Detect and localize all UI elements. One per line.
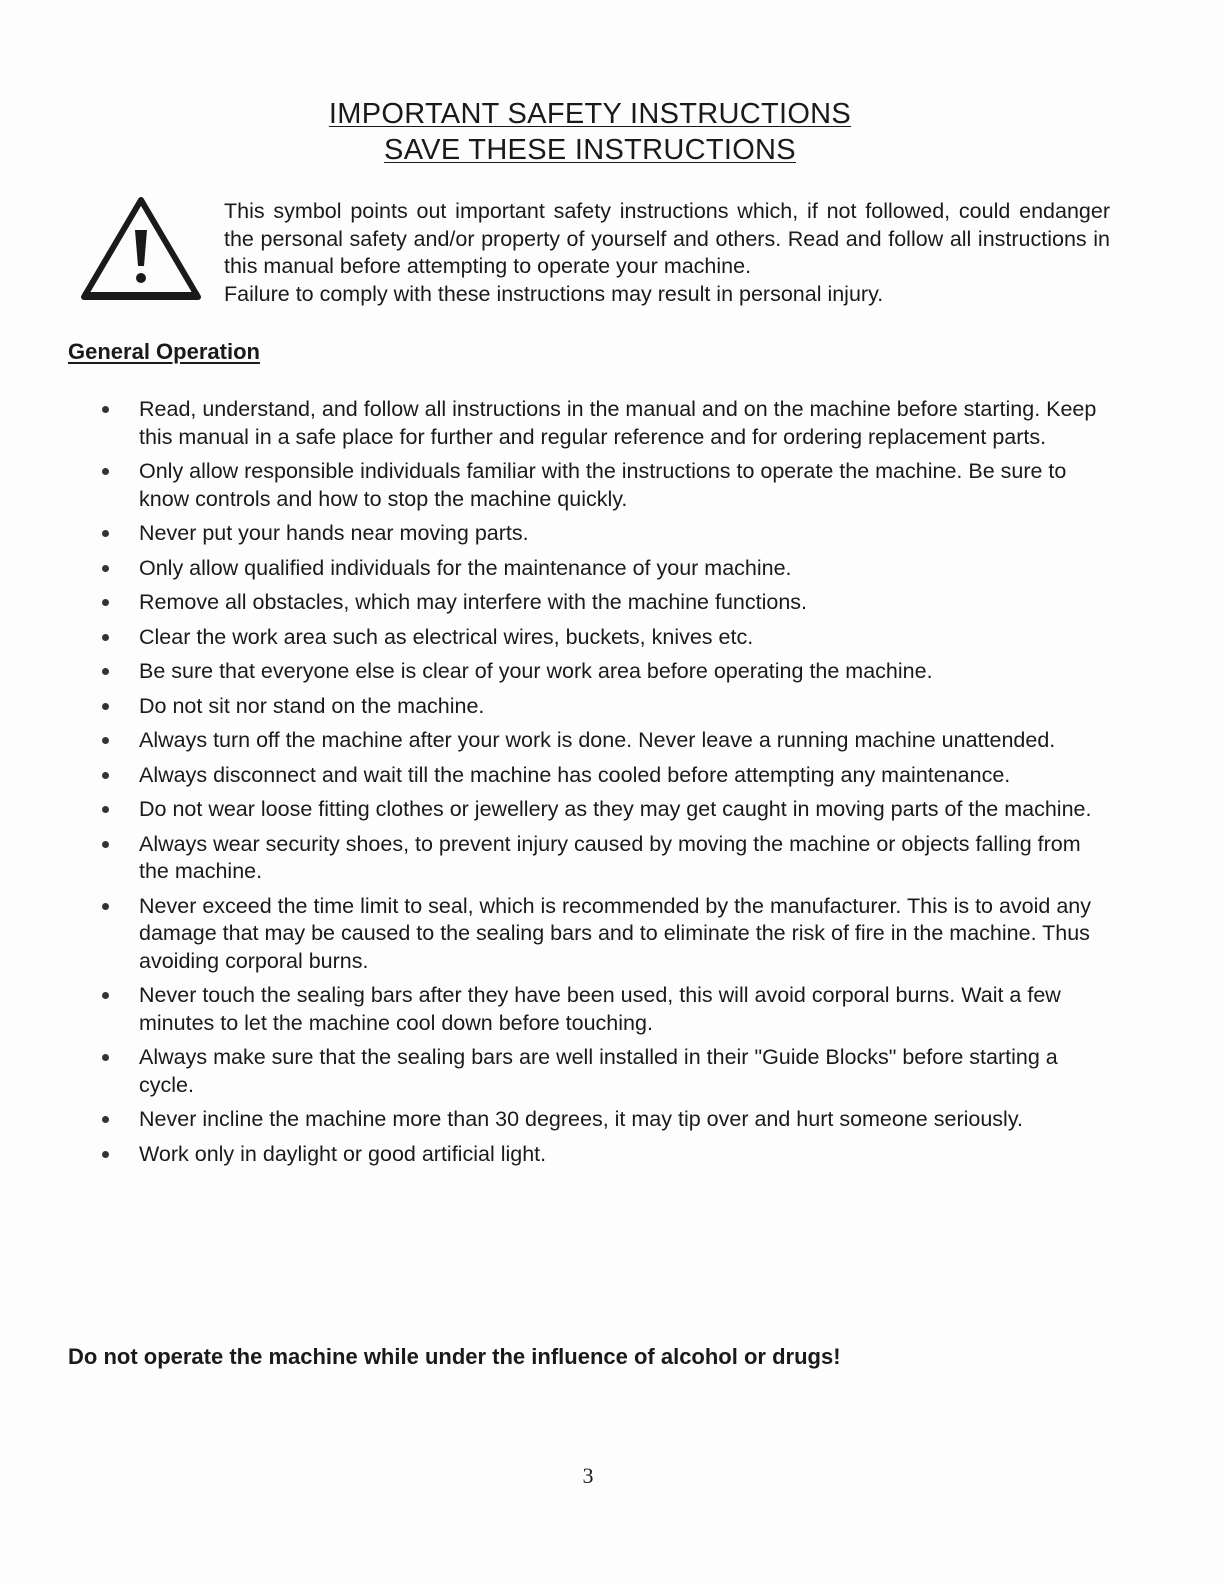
bullet-icon (102, 599, 109, 606)
list-item-text: Be sure that everyone else is clear of your work area before operating the machine. (139, 659, 933, 683)
bullet-icon (102, 772, 109, 779)
list-item (100, 982, 1110, 1037)
list-item (100, 831, 1110, 886)
list-item-text: Read, understand, and follow all instructions in the manual and on the machine before starting. Keep this manual in a safe place for further and regular reference and for ordering replacement parts. (139, 397, 1097, 449)
warning-triangle-icon (80, 196, 202, 302)
list-item-text: Always wear security shoes, to prevent injury caused by moving the machine or objects falling from the machine. (139, 831, 1081, 883)
list-item-text: Always turn off the machine after your work is done. Never leave a running machine unattended. (139, 728, 1056, 752)
final-warning: Do not operate the machine while under the influence of alcohol or drugs! (68, 1344, 841, 1369)
list-item (100, 555, 1110, 583)
list-item-text: Never incline the machine more than 30 degrees, it may tip over and hurt someone seriously. (139, 1107, 1023, 1131)
list-item-text: Never touch the sealing bars after they have been used, this will avoid corporal burns. Wait a few minutes to let the machine cool down before touching. (139, 983, 1061, 1035)
bullet-icon (102, 903, 109, 910)
page-number: 3 (582, 1463, 594, 1488)
list-item (100, 624, 1110, 652)
intro-paragraph: This symbol points out important safety instructions which, if not followed, could endanger the personal safety and/or property of yourself and others. Read and follow all instructions in this manual before attempting to operate your machine. (224, 199, 1110, 278)
list-item (100, 658, 1110, 686)
bullet-icon (102, 1054, 109, 1061)
list-item (100, 727, 1110, 755)
bullet-icon (102, 468, 109, 475)
list-item-text: Only allow qualified individuals for the maintenance of your machine. (139, 555, 792, 580)
list-item-text: Do not sit nor stand on the machine. (139, 693, 485, 718)
bullet-icon (102, 737, 109, 744)
bullet-icon (102, 406, 109, 413)
bullet-icon (102, 530, 109, 537)
bullet-icon (102, 634, 109, 641)
instruction-list (100, 396, 1110, 1175)
title-line-2: SAVE THESE INSTRUCTIONS (384, 134, 796, 166)
intro-text (224, 198, 1110, 308)
list-item-text: Work only in daylight or good artificial light. (139, 1141, 547, 1166)
bullet-icon (102, 806, 109, 813)
list-item (100, 520, 1110, 548)
list-item-text: Do not wear loose fitting clothes or jewellery as they may get caught in moving parts of the machine. (139, 797, 1092, 821)
list-item (100, 796, 1110, 824)
bullet-icon (102, 992, 109, 999)
list-item-text: Clear the work area such as electrical wires, buckets, knives etc. (139, 624, 754, 649)
title-line-1: IMPORTANT SAFETY INSTRUCTIONS (328, 98, 852, 130)
list-item (100, 589, 1110, 617)
list-item (100, 693, 1110, 721)
list-item (100, 762, 1110, 790)
list-item (100, 458, 1110, 513)
bullet-icon (102, 1116, 109, 1123)
list-item-text: Only allow responsible individuals familiar with the instructions to operate the machine. Be sure to know controls and how to stop the machine quickly. (139, 459, 1067, 511)
bullet-icon (102, 565, 109, 572)
list-item-text: Always make sure that the sealing bars are well installed in their "Guide Blocks" before starting a cycle. (139, 1045, 1058, 1097)
bullet-icon (102, 1151, 109, 1158)
section-heading: General Operation (68, 339, 260, 364)
list-item-text: Always disconnect and wait till the machine has cooled before attempting any maintenance. (139, 762, 1011, 787)
list-item-text: Never put your hands near moving parts. (139, 521, 529, 545)
bullet-icon (102, 668, 109, 675)
failure-note: Failure to comply with these instructions may result in personal injury. (224, 281, 884, 306)
list-item (100, 1106, 1110, 1134)
list-item (100, 1044, 1110, 1099)
bullet-icon (102, 703, 109, 710)
page-title (0, 96, 1180, 168)
bullet-icon (102, 841, 109, 848)
list-item-text: Remove all obstacles, which may interfere with the machine functions. (139, 590, 808, 614)
list-item (100, 396, 1110, 451)
list-item (100, 1141, 1110, 1169)
list-item-text: Never exceed the time limit to seal, which is recommended by the manufacturer. This is to avoid any damage that may be caused to the sealing bars and to eliminate the risk of fire in the machine. Thus avoiding corporal burns. (139, 893, 1092, 973)
list-item (100, 893, 1110, 976)
